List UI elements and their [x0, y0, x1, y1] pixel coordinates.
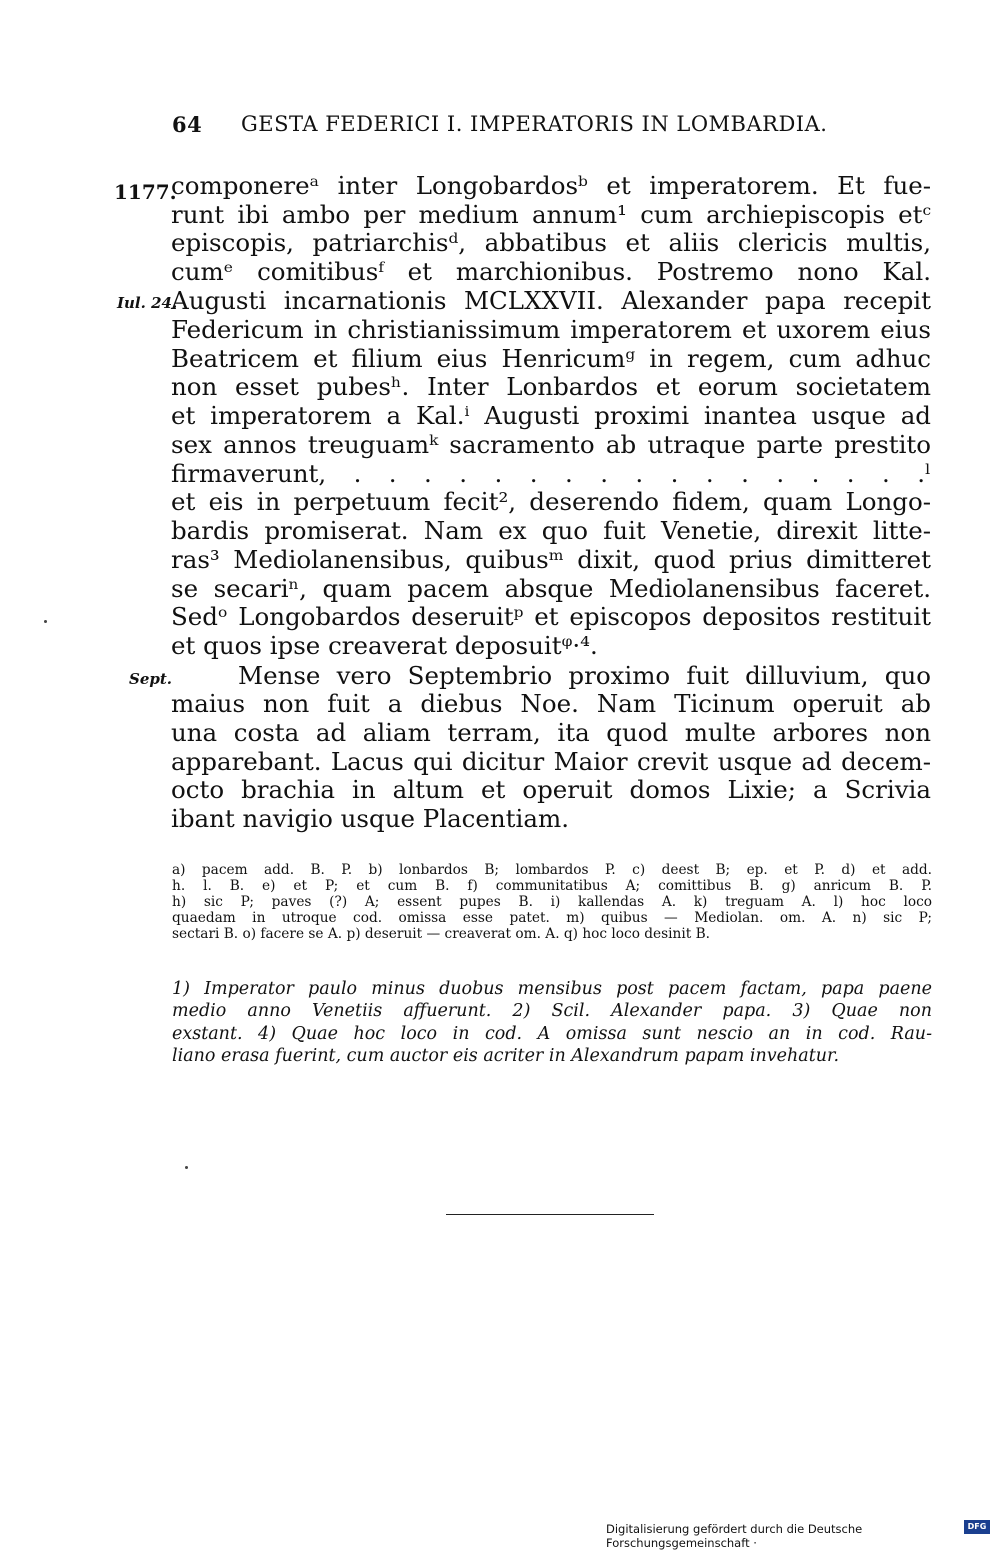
- margin-note-date: Iul. 24.: [117, 294, 178, 312]
- footnote-line: 1) Imperator paulo minus duobus mensibus post pacem factam, papa paene: [172, 979, 932, 999]
- digitization-credit: Digitalisierung gefördert durch die Deutsche Forschungsgemeinschaft ·: [606, 1522, 863, 1550]
- footnote-line: exstant. 4) Quae hoc loco in cod. A omissa sunt nescio an in cod. Rau-: [172, 1024, 932, 1044]
- text-line: apparebant. Lacus qui dicitur Maior crevit usque ad decem-: [171, 747, 931, 776]
- text-line: ibant navigio usque Placentiam.: [171, 804, 569, 833]
- apparatus-line: h. l. B. e) et P; et cum B. f) communitatibus A; comittibus B. g) anricum B. P.: [172, 878, 932, 894]
- text-line: episcopis, patriarchisᵈ, abbatibus et aliis clericis multis,: [171, 228, 931, 257]
- page-number: 64: [172, 112, 203, 137]
- text-line: et quos ipse creaverat deposuitᵠ·⁴.: [171, 631, 598, 660]
- apparatus-line: a) pacem add. B. P. b) lonbardos B; lombardos P. c) deest B; ep. et P. d) et add.: [172, 862, 932, 878]
- dfg-logo-icon: DFG: [964, 1520, 990, 1534]
- text-line: Mense vero Septembrio proximo fuit dilluvium, quo: [238, 661, 931, 690]
- text-line: componereᵃ inter Longobardosᵇ et imperatorem. Et fue-: [171, 171, 931, 200]
- text-line: et imperatorem a Kal.ⁱ Augusti proximi inantea usque ad: [171, 401, 931, 430]
- margin-note-date: Sept.: [129, 670, 173, 688]
- text-line: maius non fuit a diebus Noe. Nam Ticinum operuit ab: [171, 689, 931, 718]
- footnote-line: medio anno Venetiis affuerunt. 2) Scil. Alexander papa. 3) Quae non: [172, 1001, 932, 1021]
- text-line: et eis in perpetuum fecit², deserendo fidem, quam Longo-: [171, 487, 931, 516]
- text-line: octo brachia in altum et operuit domos Lixie; a Scrivia: [171, 775, 931, 804]
- text-line: una costa ad aliam terram, ita quod multe arbores non: [171, 718, 931, 747]
- margin-note-year: 1177.: [114, 180, 177, 204]
- apparatus-line: h) sic P; paves (?) A; essent pupes B. i) kallendas A. k) treguam A. l) hoc loco: [172, 894, 932, 910]
- speck-mark: [44, 620, 47, 623]
- text-line: ras³ Mediolanensibus, quibusᵐ dixit, quod prius dimitteret: [171, 545, 931, 574]
- text-line: firmaverunt, . . . . . . . . . . . . . . . . .ˡ: [171, 459, 931, 488]
- text-line: Sedᵒ Longobardos deseruitᵖ et episcopos depositos restituit: [171, 602, 931, 631]
- text-line: Federicum in christianissimum imperatorem et uxorem eius: [171, 315, 931, 344]
- speck-mark: [185, 1166, 188, 1169]
- footnote-line: liano erasa fuerint, cum auctor eis acriter in Alexandrum papam invehatur.: [172, 1046, 840, 1066]
- text-line: Beatricem et filium eius Henricumᵍ in regem, cum adhuc: [171, 344, 931, 373]
- text-line: cumᵉ comitibusᶠ et marchionibus. Postremo nono Kal.: [171, 257, 931, 286]
- text-line: Augusti incarnationis MCLXXVII. Alexander papa recepit: [171, 286, 931, 315]
- text-line: se secariⁿ, quam pacem absque Mediolanensibus faceret.: [171, 574, 931, 603]
- running-title: GESTA FEDERICI I. IMPERATORIS IN LOMBARDIA.: [241, 112, 828, 136]
- apparatus-line: sectari B. o) facere se A. p) deseruit — creaverat om. A. q) hoc loco desinit B.: [172, 926, 711, 942]
- text-line: non esset pubesʰ. Inter Lonbardos et eorum societatem: [171, 372, 931, 401]
- text-line: runt ibi ambo per medium annum¹ cum archiepiscopis etᶜ: [171, 200, 931, 229]
- text-line: bardis promiserat. Nam ex quo fuit Venetie, direxit litte-: [171, 516, 931, 545]
- apparatus-line: quaedam in utroque cod. omissa esse patet. m) quibus — Mediolan. om. A. n) sic P;: [172, 910, 932, 926]
- end-rule: [446, 1214, 654, 1215]
- text-line: sex annos treuguamᵏ sacramento ab utraque parte prestito: [171, 430, 931, 459]
